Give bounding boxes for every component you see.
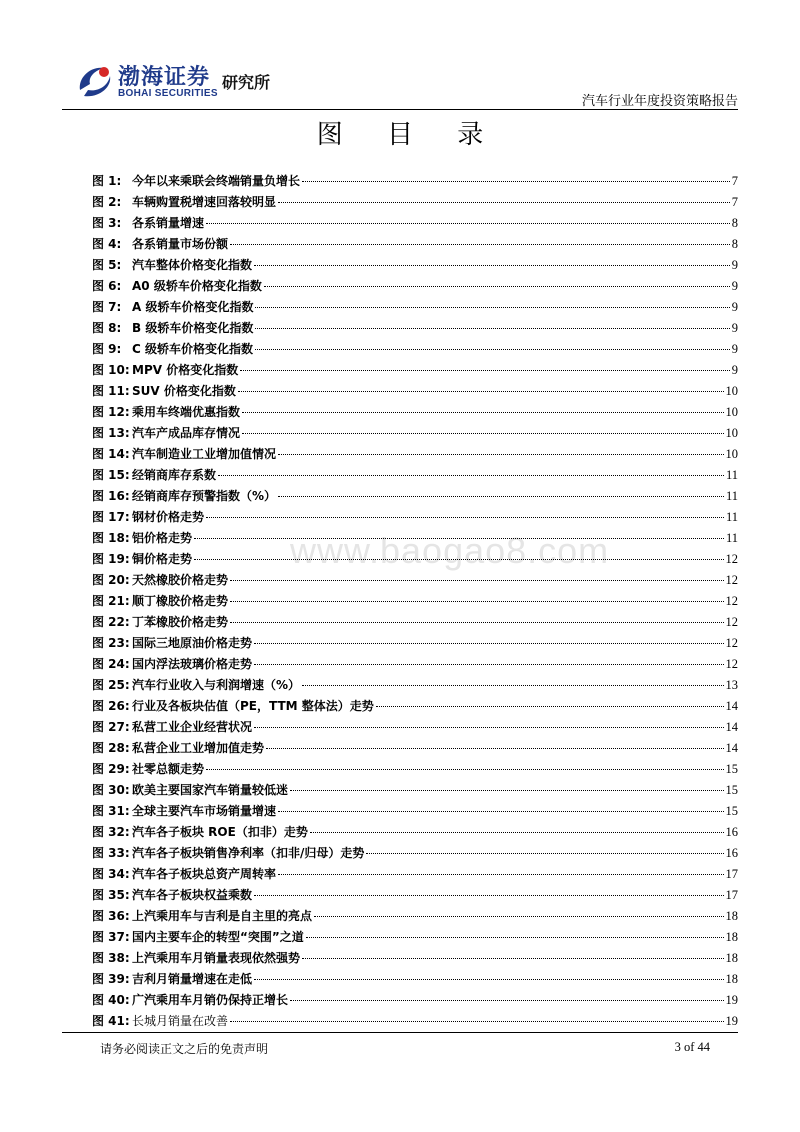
toc-page-number: 19 — [725, 993, 738, 1007]
toc-entry[interactable] — [92, 319, 738, 340]
toc-page-number: 9 — [731, 258, 738, 272]
toc-leader-dots — [278, 202, 730, 203]
toc-entry[interactable] — [92, 970, 738, 991]
toc-leader-dots — [230, 601, 723, 602]
toc-leader-dots — [306, 937, 724, 938]
toc-page-number: 10 — [725, 447, 738, 461]
toc-leader-dots — [206, 223, 730, 224]
toc-leader-dots — [278, 874, 723, 875]
toc-leader-dots — [255, 328, 729, 329]
toc-leader-dots — [254, 265, 730, 266]
toc-caption: 长城月销量在改善 — [132, 1014, 229, 1028]
toc-leader-dots — [255, 349, 730, 350]
toc-leader-dots — [302, 685, 723, 686]
toc-page-number: 11 — [725, 489, 738, 503]
toc-entry[interactable] — [92, 193, 738, 214]
toc-entry[interactable] — [92, 298, 738, 319]
toc-entry[interactable] — [92, 340, 738, 361]
toc-leader-dots — [206, 517, 724, 518]
toc-figure-number: 图 9: — [92, 342, 122, 356]
toc-figure-number: 图 30: — [92, 783, 130, 797]
toc-figure-number: 图 13: — [92, 426, 130, 440]
toc-caption: 丁苯橡胶价格走势 — [132, 615, 229, 629]
toc-leader-dots — [278, 496, 724, 497]
toc-caption: 汽车行业收入与利润增速（%） — [132, 678, 301, 692]
toc-entry[interactable] — [92, 508, 738, 529]
toc-leader-dots — [242, 412, 723, 413]
toc-leader-dots — [254, 895, 723, 896]
toc-leader-dots — [254, 643, 723, 644]
toc-caption: 汽车产成品库存情况 — [132, 426, 241, 440]
toc-caption: 汽车制造业工业增加值情况 — [132, 447, 277, 461]
toc-leader-dots — [238, 391, 724, 392]
toc-leader-dots — [366, 853, 723, 854]
toc-page-number: 12 — [725, 552, 738, 566]
toc-caption: 国际三地原油价格走势 — [132, 636, 253, 650]
toc-leader-dots — [254, 979, 723, 980]
toc-entry[interactable] — [92, 550, 738, 571]
toc-caption: 国内主要车企的转型“突围”之道 — [132, 930, 304, 944]
toc-entry[interactable] — [92, 928, 738, 949]
toc-figure-number: 图 26: — [92, 699, 130, 713]
toc-figure-number: 图 34: — [92, 867, 130, 881]
company-logo — [76, 60, 296, 104]
toc-figure-number: 图 8: — [92, 321, 122, 335]
watermark: www.baogao8.com — [290, 530, 610, 571]
toc-caption: 铜价格走势 — [132, 552, 193, 566]
figure-toc-list — [92, 172, 738, 1033]
toc-caption: 经销商库存预警指数（%） — [132, 489, 277, 503]
toc-caption: 各系销量增速 — [132, 216, 205, 230]
toc-page-number: 15 — [725, 762, 738, 776]
toc-figure-number: 图 31: — [92, 804, 130, 818]
disclaimer-text: 请务必阅读正文之后的免责声明 — [100, 1042, 269, 1056]
toc-figure-number: 图 15: — [92, 468, 130, 482]
toc-page-number: 10 — [725, 384, 738, 398]
toc-leader-dots — [376, 706, 724, 707]
toc-page-number: 17 — [725, 867, 738, 881]
logo-chinese-name: 渤海证券 — [118, 65, 211, 90]
toc-caption: C 级轿车价格变化指数 — [132, 342, 253, 356]
toc-figure-number: 图 27: — [92, 720, 130, 734]
toc-caption: 吉利月销量增速在走低 — [132, 972, 253, 986]
toc-entry[interactable] — [92, 466, 738, 487]
toc-figure-number: 图 23: — [92, 636, 130, 650]
toc-leader-dots — [264, 286, 730, 287]
toc-leader-dots — [290, 790, 723, 791]
toc-leader-dots — [278, 454, 723, 455]
toc-figure-number: 图 14: — [92, 447, 130, 461]
toc-figure-number: 图 28: — [92, 741, 130, 755]
toc-leader-dots — [310, 832, 724, 833]
toc-page-number: 18 — [725, 930, 738, 944]
toc-caption: 上汽乘用车月销量表现依然强势 — [132, 951, 301, 965]
toc-page-number: 17 — [725, 888, 738, 902]
toc-entry[interactable] — [92, 907, 738, 928]
toc-entry[interactable] — [92, 445, 738, 466]
toc-entry[interactable] — [92, 781, 738, 802]
toc-leader-dots — [230, 244, 730, 245]
toc-figure-number: 图 2: — [92, 195, 122, 209]
toc-page-number: 18 — [725, 951, 738, 965]
toc-entry[interactable] — [92, 655, 738, 676]
toc-figure-number: 图 24: — [92, 657, 130, 671]
footer-divider — [62, 1032, 738, 1033]
toc-entry[interactable] — [92, 172, 738, 193]
toc-page-number: 12 — [725, 657, 738, 671]
toc-entry[interactable] — [92, 361, 738, 382]
toc-figure-number: 图 18: — [92, 531, 130, 545]
toc-leader-dots — [266, 748, 723, 749]
toc-caption: 汽车各子板块总资产周转率 — [132, 867, 277, 881]
toc-figure-number: 图 39: — [92, 972, 130, 986]
toc-caption: 顺丁橡胶价格走势 — [132, 594, 229, 608]
toc-figure-number: 图 20: — [92, 573, 130, 587]
toc-entry[interactable] — [92, 802, 738, 823]
toc-figure-number: 图 17: — [92, 510, 130, 524]
toc-page-number: 10 — [725, 405, 738, 419]
toc-caption: 铝价格走势 — [132, 531, 193, 545]
toc-entry[interactable] — [92, 403, 738, 424]
toc-caption: 汽车各子板块 ROE（扣非）走势 — [132, 825, 308, 839]
toc-page-number: 9 — [731, 363, 738, 377]
toc-figure-number: 图 33: — [92, 846, 130, 860]
report-title: 汽车行业年度投资策略报告 — [581, 94, 738, 109]
toc-caption: 钢材价格走势 — [132, 510, 205, 524]
toc-leader-dots — [302, 181, 730, 182]
institute-label: 研究所 — [222, 73, 271, 92]
toc-caption: 社零总额走势 — [132, 762, 205, 776]
toc-page-number: 12 — [725, 636, 738, 650]
toc-figure-number: 图 29: — [92, 762, 130, 776]
toc-page-number: 7 — [731, 174, 738, 188]
toc-caption: B 级轿车价格变化指数 — [132, 321, 254, 335]
toc-caption: 车辆购置税增速回落较明显 — [132, 195, 277, 209]
toc-leader-dots — [230, 1021, 723, 1022]
toc-caption: 乘用车终端优惠指数 — [132, 405, 241, 419]
toc-caption: 天然橡胶价格走势 — [132, 573, 229, 587]
toc-figure-number: 图 21: — [92, 594, 130, 608]
toc-figure-number: 图 5: — [92, 258, 122, 272]
toc-leader-dots — [255, 307, 729, 308]
toc-leader-dots — [278, 811, 723, 812]
toc-page-number: 10 — [725, 426, 738, 440]
toc-caption: 今年以来乘联会终端销量负增长 — [132, 174, 301, 188]
toc-entry[interactable] — [92, 277, 738, 298]
toc-figure-number: 图 22: — [92, 615, 130, 629]
toc-page-number: 19 — [725, 1014, 738, 1028]
toc-entry[interactable] — [92, 256, 738, 277]
toc-caption: 汽车各子板块权益乘数 — [132, 888, 253, 902]
bohai-swirl-icon — [76, 60, 116, 100]
toc-page-number: 9 — [731, 300, 738, 314]
toc-leader-dots — [194, 559, 723, 560]
toc-page-number: 15 — [725, 783, 738, 797]
toc-entry[interactable] — [92, 886, 738, 907]
toc-leader-dots — [194, 538, 724, 539]
toc-page-number: 11 — [725, 468, 738, 482]
toc-entry[interactable] — [92, 760, 738, 781]
toc-entry[interactable] — [92, 718, 738, 739]
toc-figure-number: 图 7: — [92, 300, 122, 314]
toc-entry[interactable] — [92, 634, 738, 655]
toc-figure-number: 图 38: — [92, 951, 130, 965]
toc-leader-dots — [290, 1000, 723, 1001]
page-heading: 图 目 录 — [316, 120, 502, 150]
toc-page-number: 7 — [731, 195, 738, 209]
toc-leader-dots — [206, 769, 723, 770]
toc-figure-number: 图 25: — [92, 678, 130, 692]
toc-page-number: 12 — [725, 615, 738, 629]
toc-caption: 上汽乘用车与吉利是自主里的亮点 — [132, 909, 313, 923]
toc-page-number: 11 — [725, 531, 738, 545]
page-number: 3 of 44 — [674, 1040, 710, 1054]
toc-caption: SUV 价格变化指数 — [132, 384, 236, 398]
toc-entry[interactable] — [92, 1012, 738, 1033]
toc-page-number: 16 — [725, 825, 738, 839]
toc-caption: 广汽乘用车月销仍保持正增长 — [132, 993, 289, 1007]
toc-page-number: 15 — [725, 804, 738, 818]
toc-caption: MPV 价格变化指数 — [132, 363, 239, 377]
toc-entry[interactable] — [92, 424, 738, 445]
toc-leader-dots — [230, 622, 723, 623]
toc-entry[interactable] — [92, 571, 738, 592]
toc-leader-dots — [314, 916, 723, 917]
toc-entry[interactable] — [92, 382, 738, 403]
toc-page-number: 18 — [725, 972, 738, 986]
toc-caption: 欧美主要国家汽车销量较低迷 — [132, 783, 289, 797]
toc-page-number: 14 — [725, 720, 738, 734]
toc-figure-number: 图 6: — [92, 279, 122, 293]
toc-figure-number: 图 10: — [92, 363, 130, 377]
toc-figure-number: 图 37: — [92, 930, 130, 944]
toc-figure-number: 图 11: — [92, 384, 130, 398]
toc-leader-dots — [242, 433, 723, 434]
toc-leader-dots — [254, 727, 723, 728]
toc-entry[interactable] — [92, 487, 738, 508]
toc-caption: 各系销量市场份额 — [132, 237, 229, 251]
toc-caption: 全球主要汽车市场销量增速 — [132, 804, 277, 818]
toc-entry[interactable] — [92, 991, 738, 1012]
toc-page-number: 18 — [725, 909, 738, 923]
toc-leader-dots — [218, 475, 724, 476]
toc-entry[interactable] — [92, 949, 738, 970]
toc-entry[interactable] — [92, 865, 738, 886]
toc-page-number: 8 — [731, 237, 738, 251]
toc-figure-number: 图 35: — [92, 888, 130, 902]
toc-caption: A 级轿车价格变化指数 — [132, 300, 254, 314]
toc-figure-number: 图 1: — [92, 174, 122, 188]
toc-page-number: 13 — [725, 678, 738, 692]
toc-page-number: 9 — [731, 321, 738, 335]
toc-page-number: 12 — [725, 573, 738, 587]
toc-caption: 私营企业工业增加值走势 — [132, 741, 265, 755]
toc-entry[interactable] — [92, 592, 738, 613]
toc-figure-number: 图 12: — [92, 405, 130, 419]
toc-caption: 行业及各板块估值（PE，TTM 整体法）走势 — [132, 699, 374, 713]
toc-figure-number: 图 41: — [92, 1014, 130, 1028]
toc-page-number: 8 — [731, 216, 738, 230]
toc-page-number: 9 — [731, 342, 738, 356]
toc-entry[interactable] — [92, 613, 738, 634]
toc-caption: 汽车各子板块销售净利率（扣非/归母）走势 — [132, 846, 365, 860]
toc-caption: 国内浮法玻璃价格走势 — [132, 657, 253, 671]
toc-page-number: 9 — [731, 279, 738, 293]
toc-figure-number: 图 32: — [92, 825, 130, 839]
toc-leader-dots — [240, 370, 730, 371]
toc-page-number: 11 — [725, 510, 738, 524]
toc-entry[interactable] — [92, 529, 738, 550]
toc-caption: 私营工业企业经营状况 — [132, 720, 253, 734]
toc-figure-number: 图 19: — [92, 552, 130, 566]
toc-entry[interactable] — [92, 676, 738, 697]
toc-entry[interactable] — [92, 235, 738, 256]
toc-figure-number: 图 3: — [92, 216, 122, 230]
toc-leader-dots — [254, 664, 723, 665]
logo-english-name: BOHAI SECURITIES — [118, 88, 218, 99]
toc-entry[interactable] — [92, 844, 738, 865]
toc-caption: 经销商库存系数 — [132, 468, 217, 482]
toc-caption: A0 级轿车价格变化指数 — [132, 279, 262, 293]
toc-figure-number: 图 4: — [92, 237, 122, 251]
toc-page-number: 12 — [725, 594, 738, 608]
toc-figure-number: 图 16: — [92, 489, 130, 503]
toc-page-number: 14 — [725, 741, 738, 755]
toc-entry[interactable] — [92, 214, 738, 235]
toc-page-number: 14 — [725, 699, 738, 713]
toc-entry[interactable] — [92, 697, 738, 718]
toc-leader-dots — [230, 580, 723, 581]
toc-leader-dots — [302, 958, 723, 959]
toc-entry[interactable] — [92, 823, 738, 844]
toc-entry[interactable] — [92, 739, 738, 760]
toc-caption: 汽车整体价格变化指数 — [132, 258, 253, 272]
header-divider — [62, 109, 738, 110]
toc-figure-number: 图 36: — [92, 909, 130, 923]
toc-page-number: 16 — [725, 846, 738, 860]
toc-figure-number: 图 40: — [92, 993, 130, 1007]
